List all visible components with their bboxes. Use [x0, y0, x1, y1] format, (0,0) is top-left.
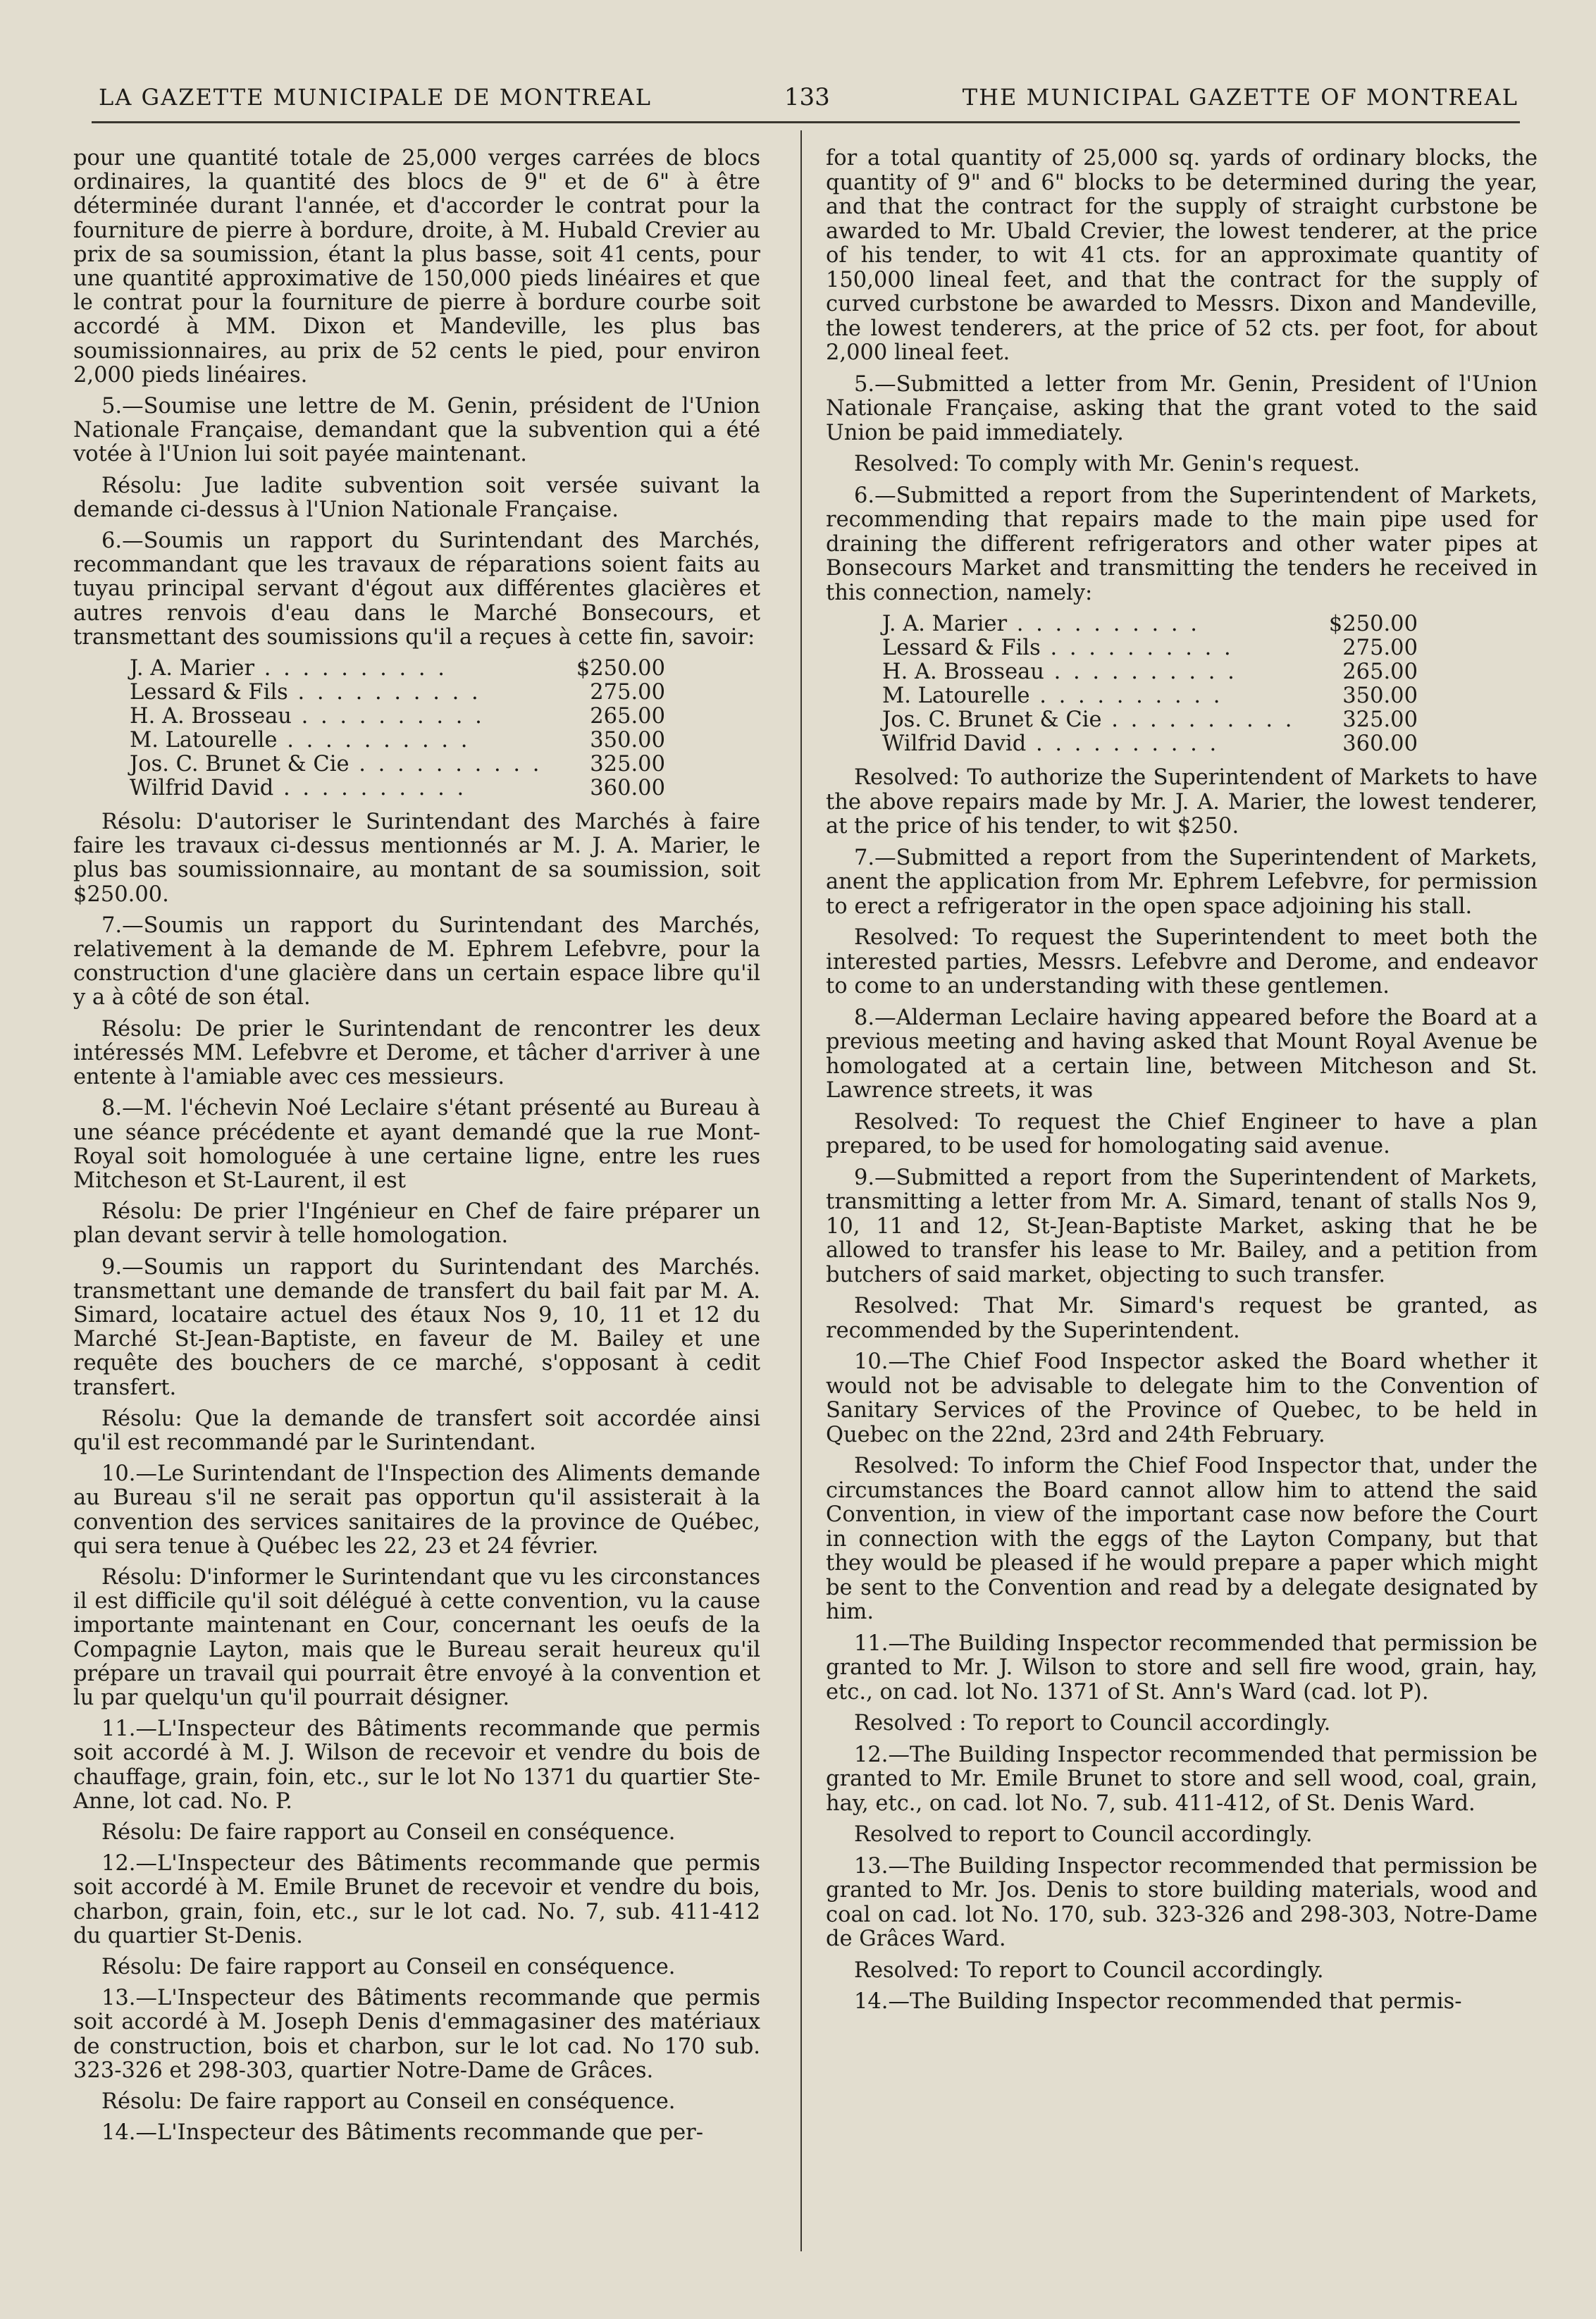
fr-item-6: 6.—Soumis un rapport du Surintendant des Marchés, recommandant que les travaux de réparations soient faits au tuyau principal servant d'égout aux différentes glacières et autres renvois d'eau dans le Marché Bonsecours, et transmettant des soumissions qu'il a reçues à cette fin, savoir:	[73, 528, 760, 650]
tender-row	[130, 681, 665, 705]
tender-name: Wilfrid David . . .	[130, 777, 559, 800]
tender-amount: 275.00	[590, 680, 665, 705]
en-item-7: 7.—Submitted a report from the Superintendent of Markets, anent the application from Mr. Ephrem Lefebvre, for permission to erect a refrigerator in the open space adjoining his stall.	[826, 845, 1538, 919]
fr-item-8: 8.—M. l'échevin Noé Leclaire s'étant présenté au Bureau à une séance précédente et ayant demandé que la rue Mont-Royal soit homologuée à une certaine ligne, entre les rues Mitcheson et St-Laurent, il est	[73, 1096, 760, 1193]
tender-row	[882, 660, 1418, 684]
en-resolution-13: Resolved: To report to Council accordingly.	[854, 1958, 1324, 1983]
tender-row	[882, 684, 1418, 708]
en-item-13: 13.—The Building Inspector recommended that permission be granted to Mr. Jos. Denis to store building materials, wood and coal on cad. lot No. 170, sub. 323-326 and 298-303, Notre-Dame de Grâces Ward.	[826, 1853, 1538, 1951]
fr-item-13: 13.—L'Inspecteur des Bâtiments recommande que permis soit accordé à M. Joseph Denis d'emmagasiner des matériaux de construction, bois et charbon, sur le lot cad. No 170 sub. 323-326 et 298-303, quartier Notre-Dame de Grâces.	[73, 1986, 760, 2083]
header-rule	[92, 121, 1520, 123]
running-head	[99, 83, 1518, 118]
en-item-14: 14.—The Building Inspector recommended that permis-	[854, 1989, 1462, 2014]
en-resolution-8: Resolved: To request the Chief Engineer to have a plan prepared, to be used for homologating said avenue.	[826, 1109, 1538, 1158]
tender-amount: 360.00	[590, 776, 665, 801]
tender-row	[130, 729, 665, 753]
tender-amount: 275.00	[1342, 636, 1418, 660]
fr-resolution-11: Résolu: De faire rapport au Conseil en conséquence.	[101, 1819, 676, 1845]
tender-row	[130, 657, 665, 681]
english-column	[826, 147, 1538, 2022]
header-english-title: THE MUNICIPAL GAZETTE OF MONTREAL	[962, 84, 1518, 111]
tender-name: Jos. C. Brunet & Cie . . .	[130, 753, 559, 777]
tender-name: J. A. Marier . . .	[130, 657, 559, 681]
tender-amount: 265.00	[1342, 660, 1418, 684]
en-item-11: 11.—The Building Inspector recommended that permission be granted to Mr. J. Wilson to store and sell fire wood, grain, hay, etc., on cad. lot No. 1371 of St. Ann's Ward (cad. lot P).	[826, 1631, 1538, 1705]
tender-name: Lessard & Fils . . .	[882, 636, 1312, 660]
tender-row	[882, 732, 1418, 756]
page-number: 133	[784, 83, 830, 111]
fr-paragraph-1: pour une quantité totale de 25,000 verges carrées de blocs ordinaires, la quantité des blocs de 9" et de 6" à être déterminée durant l'année, et d'accorder le contrat pour la fourniture de pierre à bordure, droite, à M. Hubald Crevier au prix de sa soumission, étant la plus basse, soit 41 cents, pour une quantité approximative de 150,000 pieds linéaires et que le contrat pour la fourniture de pierre à bordure courbe soit accordé à MM. Dixon et Mandeville, les plus bas soumissionnaires, au prix de 52 cents le pied, pour environ 2,000 pieds linéaires.	[73, 146, 760, 388]
tender-row	[882, 612, 1418, 636]
fr-item-14: 14.—L'Inspecteur des Bâtiments recommande que per-	[101, 2120, 703, 2146]
fr-resolution-9: Résolu: Que la demande de transfert soit accordée ainsi qu'il est recommandé par le Surintendant.	[73, 1406, 760, 1455]
en-tender-table	[882, 612, 1418, 756]
fr-item-5: 5.—Soumise une lettre de M. Genin, président de l'Union Nationale Française, demandant que la subvention qui a été votée à l'Union lui soit payée maintenant.	[73, 394, 760, 467]
en-paragraph-1: for a total quantity of 25,000 sq. yards of ordinary blocks, the quantity of 9" and 6" blocks to be determined during the year, and that the contract for the supply of straight curbstone be awarded to Mr. Ubald Crevier, the lowest tenderer, at the price of his tender, to wit 41 cts. for an approximate quantity of 150,000 lineal feet, and that the contract for the supply of curved curbstone be awarded to Messrs. Dixon and Mandeville, the lowest tenderers, at the price of 52 cts. per foot, for about 2,000 lineal feet.	[826, 146, 1538, 365]
fr-tender-table	[130, 657, 665, 800]
tender-row	[130, 777, 665, 800]
tender-amount: 265.00	[590, 704, 665, 729]
tender-name: M. Latourelle . . .	[130, 729, 559, 753]
fr-resolution-10: Résolu: D'informer le Surintendant que vu les circonstances il est difficile qu'il soit délégué à cette convention, vu la cause importante maintenant en Cour, concernant les oeufs de la Compagnie Layton, mais que le Bureau serait heureux qu'il prépare un travail qui pourrait être envoyé à la convention et lu par quelqu'un qu'il pourrait désigner.	[73, 1564, 760, 1710]
tender-name: J. A. Marier . . .	[882, 612, 1312, 636]
tender-name: Jos. C. Brunet & Cie . . .	[882, 708, 1312, 732]
column-divider	[800, 130, 802, 2251]
tender-row	[882, 636, 1418, 660]
tender-name: H. A. Brosseau . . .	[882, 660, 1312, 684]
fr-resolution-5: Résolu: Jue ladite subvention soit versée suivant la demande ci-dessus à l'Union Nationale Française.	[73, 473, 760, 522]
fr-item-9: 9.—Soumis un rapport du Surintendant des Marchés. transmettant une demande de transfert du bail fait par M. A. Simard, locataire actuel des étaux Nos 9, 10, 11 et 12 du Marché St-Jean-Baptiste, en faveur de M. Bailey et une requête des bouchers de ce marché, s'opposant à cedit transfert.	[73, 1254, 760, 1400]
tender-row	[130, 753, 665, 777]
en-resolution-6: Resolved: To authorize the Superintendent of Markets to have the above repairs made by Mr. J. A. Marier, the lowest tenderer, at the price of his tender, to wit $250.	[826, 765, 1538, 839]
en-resolution-11: Resolved : To report to Council accordingly.	[854, 1711, 1331, 1736]
en-resolution-7: Resolved: To request the Superintendent to meet both the interested parties, Messrs. Lefebvre and Derome, and endeavor to come to an understanding with these gentlemen.	[826, 925, 1538, 998]
header-french-title: LA GAZETTE MUNICIPALE DE MONTREAL	[99, 84, 652, 111]
tender-row	[130, 705, 665, 729]
en-resolution-5: Resolved: To comply with Mr. Genin's request.	[854, 452, 1361, 476]
tender-amount: 350.00	[590, 728, 665, 753]
tender-amount: $250.00	[576, 656, 665, 681]
fr-resolution-6: Résolu: D'autoriser le Surintendant des Marchés à faire faire les travaux ci-dessus mentionnés ar M. J. A. Marier, le plus bas soumissionnaire, au montant de sa soumission, soit $250.00.	[73, 810, 760, 907]
fr-resolution-8: Résolu: De prier l'Ingénieur en Chef de faire préparer un plan devant servir à telle homologation.	[73, 1199, 760, 1249]
tender-row	[882, 708, 1418, 732]
en-item-6: 6.—Submitted a report from the Superintendent of Markets, recommending that repairs made to the main pipe used for draining the different refrigerators and other water pipes at Bonsecours Market and transmitting the tenders he received in this connection, namely:	[826, 483, 1538, 605]
en-item-5: 5.—Submitted a letter from Mr. Genin, President of l'Union Nationale Française, asking that the grant voted to the said Union be paid immediately.	[826, 371, 1538, 445]
en-item-9: 9.—Submitted a report from the Superintendent of Markets, transmitting a letter from Mr. A. Simard, tenant of stalls Nos 9, 10, 11 and 12, St-Jean-Baptiste Market, asking that he be allowed to transfer his lease to Mr. Bailey, and a petition from butchers of said market, objecting to such transfer.	[826, 1165, 1538, 1287]
tender-amount: 325.00	[1342, 707, 1418, 732]
en-resolution-12: Resolved to report to Council accordingly.	[854, 1822, 1313, 1847]
fr-resolution-7: Résolu: De prier le Surintendant de rencontrer les deux intéressés MM. Lefebvre et Derome, et tâcher d'arriver à une entente à l'amiable avec ces messieurs.	[73, 1016, 760, 1090]
tender-name: H. A. Brosseau . . .	[130, 705, 559, 729]
tender-amount: 325.00	[590, 752, 665, 777]
tender-name: M. Latourelle . . .	[882, 684, 1312, 708]
tender-amount: 360.00	[1342, 731, 1418, 756]
en-item-8: 8.—Alderman Leclaire having appeared before the Board at a previous meeting and having asked that Mount Royal Avenue be homologated at a certain line, between Mitcheson and St. Lawrence streets, it was	[826, 1005, 1538, 1103]
en-resolution-10: Resolved: To inform the Chief Food Inspector that, under the circumstances the Board cannot allow him to attend the said Convention, in view of the important case now before the Court in connection with the eggs of the Layton Company, but that they would be pleased if he would prepare a paper which might be sent to the Convention and read by a delegate designated by him.	[826, 1454, 1538, 1624]
en-item-12: 12.—The Building Inspector recommended that permission be granted to Mr. Emile Brunet to store and sell wood, coal, grain, hay, etc., on cad. lot No. 7, sub. 411-412, of St. Denis Ward.	[826, 1742, 1538, 1816]
fr-resolution-13: Résolu: De faire rapport au Conseil en conséquence.	[101, 2089, 676, 2115]
french-column	[73, 147, 760, 2152]
fr-item-10: 10.—Le Surintendant de l'Inspection des Aliments demande au Bureau s'il ne serait pas opportun qu'il assisterait à la convention des services sanitaires de la province de Québec, qui sera tenue à Québec les 22, 23 et 24 février.	[73, 1461, 760, 1559]
en-item-10: 10.—The Chief Food Inspector asked the Board whether it would not be advisable to delegate him to the Convention of Sanitary Services of the Province of Quebec, to be held in Quebec on the 22nd, 23rd and 24th February.	[826, 1349, 1538, 1447]
fr-item-7: 7.—Soumis un rapport du Surintendant des Marchés, relativement à la demande de M. Ephrem Lefebvre, pour la construction d'une glacière dans un certain espace libre qu'il y a à côté de son étal.	[73, 913, 760, 1010]
tender-amount: $250.00	[1328, 612, 1418, 636]
tender-amount: 350.00	[1342, 684, 1418, 708]
fr-resolution-12: Résolu: De faire rapport au Conseil en conséquence.	[101, 1955, 676, 1979]
fr-item-11: 11.—L'Inspecteur des Bâtiments recommande que permis soit accordé à M. J. Wilson de recevoir et vendre du bois de chauffage, grain, foin, etc., sur le lot No 1371 du quartier Ste-Anne, lot cad. No. P.	[73, 1717, 760, 1814]
fr-item-12: 12.—L'Inspecteur des Bâtiments recommande que permis soit accordé à M. Emile Brunet de recevoir et vendre du bois, charbon, grain, foin, etc., sur le lot cad. No. 7, sub. 411-412 du quartier St-Denis.	[73, 1851, 760, 1948]
tender-name: Wilfrid David . . .	[882, 732, 1312, 756]
en-resolution-9: Resolved: That Mr. Simard's request be granted, as recommended by the Superintendent.	[826, 1294, 1538, 1343]
tender-name: Lessard & Fils . . .	[130, 681, 559, 705]
